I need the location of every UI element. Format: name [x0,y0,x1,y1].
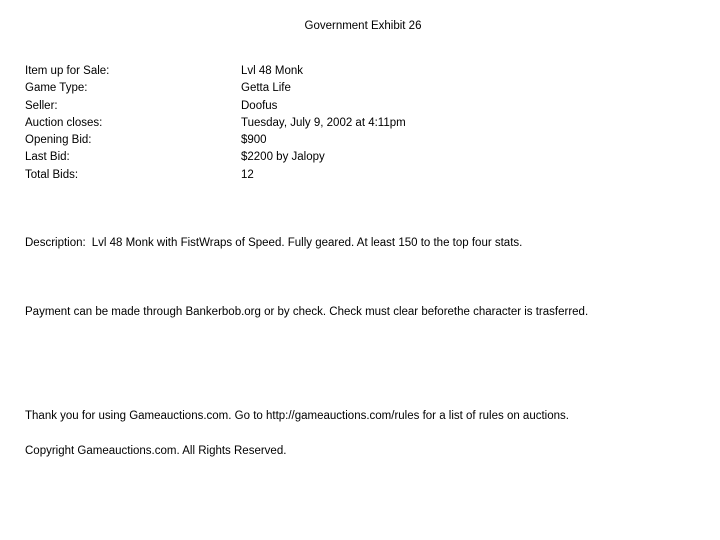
opening-bid-label: Opening Bid: [25,134,92,147]
page-title: Government Exhibit 26 [304,20,422,32]
seller-value: Doofus [241,99,278,112]
description-text: Lvl 48 Monk with FistWraps of Speed. Fully geared. At least 150 to the top four stats. [91,237,523,249]
description-paragraph [25,236,522,250]
total-bids-label: Total Bids: [25,168,79,181]
game-type-value: Getta Life [241,82,291,95]
seller-label: Seller: [25,99,58,112]
total-bids-value: 12 [241,168,254,181]
description-label: Description: [25,237,86,249]
game-type-label: Game Type: [25,82,88,95]
auction-closes-value: Tuesday, July 9, 2002 at 4:11pm [241,116,406,129]
payment-paragraph: Payment can be made through Bankerbob.org or by check. Check must clear beforethe character is trasferred. [25,306,589,318]
copyright-notice: Copyright Gameauctions.com. All Rights Reserved. [25,445,287,457]
last-bid-value: $2200 by Jalopy [241,151,325,164]
opening-bid-value: $900 [241,134,267,147]
item-label: Item up for Sale: [25,65,110,77]
auction-closes-label: Auction closes: [25,116,103,129]
last-bid-label: Last Bid: [25,151,70,164]
item-value: Lvl 48 Monk [241,65,304,77]
thanks-paragraph: Thank you for using Gameauctions.com. Go to http://gameauctions.com/rules for a list of rules on auctions. [25,410,569,422]
